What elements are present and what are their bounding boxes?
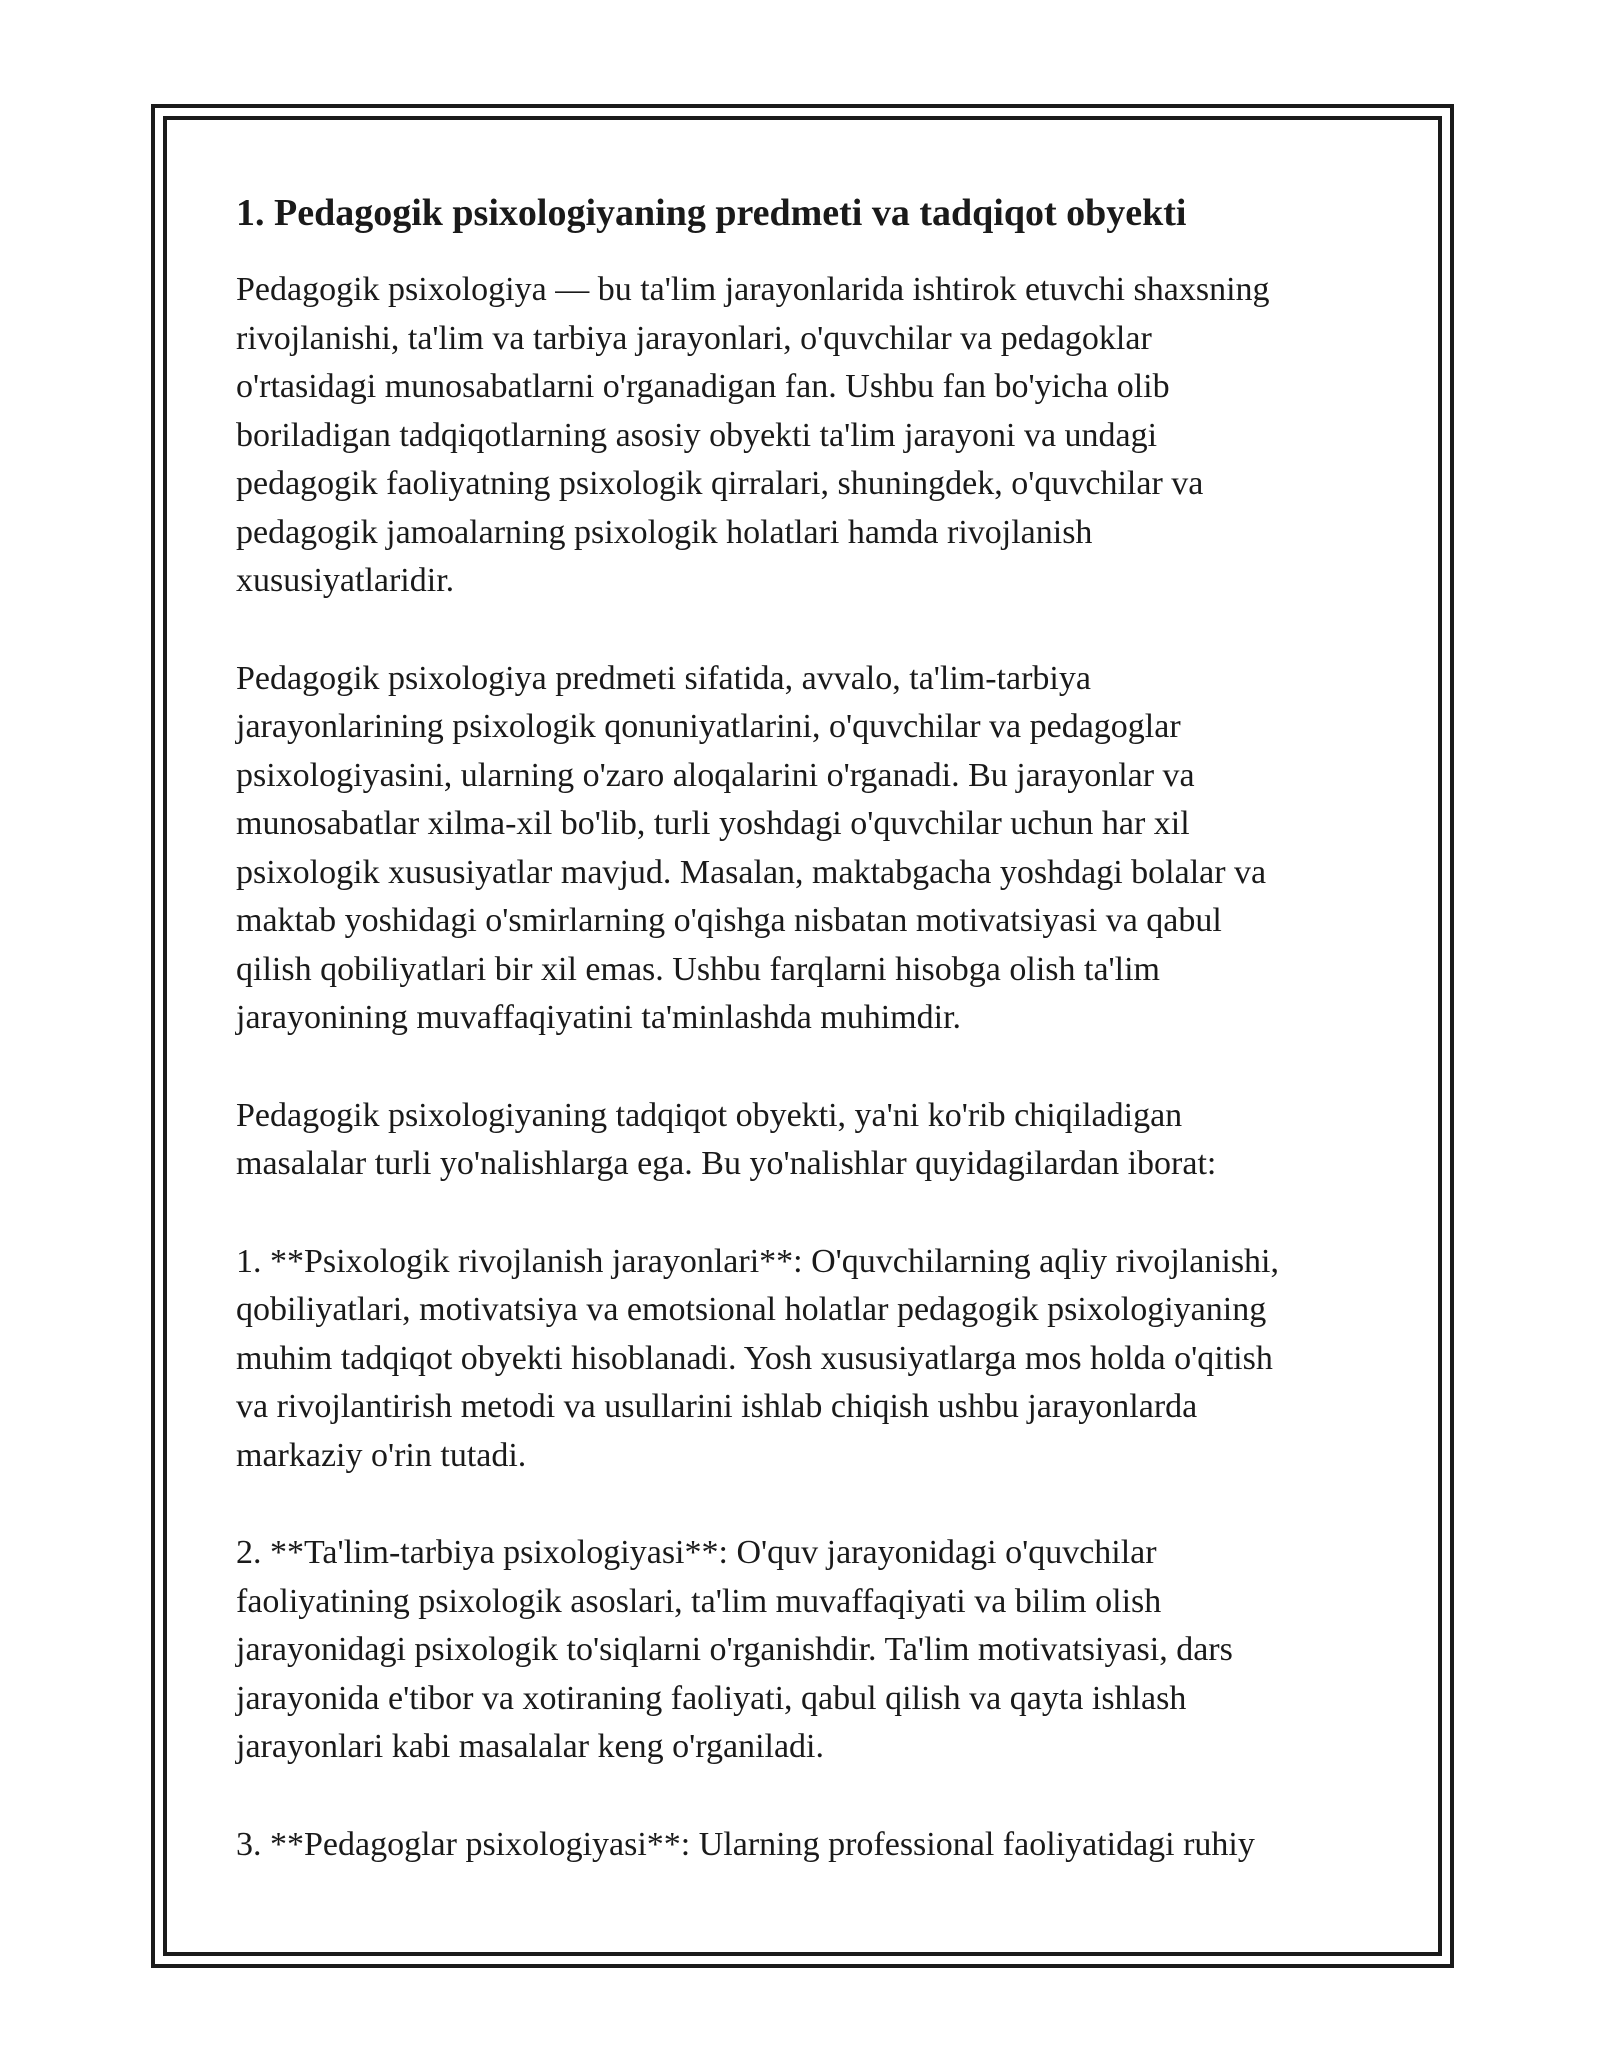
paragraph-definition: Pedagogik psixologiya — bu ta'lim jarayonlarida ishtirok etuvchi shaxsning rivojlanishi, ta'lim va tarbiya jarayonlari, o'quvchilar va pedagoklar o'rtasidagi munosabatlarni o'rganadigan fan. Ushbu fan bo'yicha olib boriladigan tadqiqotlarning asosiy obyekti ta'lim jarayoni va undagi pedagogik faoliyatning psixologik qirralari, shuningdek, o'quvchilar va pedagogik jamoalarning psixologik holatlari hamda rivojlanish xususiyatlaridir. [236,271,1270,599]
list-item-2: 2. **Ta'lim-tarbiya psixologiyasi**: O'quv jarayonidagi o'quvchilar faoliyatining psixologik asoslari, ta'lim muvaffaqiyati va bilim olish jarayonidagi psixologik to'siqlarni o'rganishdir. Ta'lim motivatsiyasi, dars jarayonida e'tibor va xotiraning faoliyati, qabul qilish va qayta ishlash jarayonlari kabi masalalar keng o'rganiladi. [236,1534,1233,1765]
list-item-1: 1. **Psixologik rivojlanish jarayonlari**: O'quvchilarning aqliy rivojlanishi, qobiliyatlari, motivatsiya va emotsional holatlar pedagogik psixologiyaning muhim tadqiqot obyekti hisoblanadi. Yosh xususiyatlarga mos holda o'qitish va rivojlantirish metodi va usullarini ishlab chiqish ushbu jarayonlarda markaziy o'rin tutadi. [236,1242,1279,1474]
document-body [236,188,1376,1918]
paragraph-research-object: Pedagogik psixologiyaning tadqiqot obyekti, ya'ni ko'rib chiqiladigan masalalar turli yo'nalishlarga ega. Bu yo'nalishlar quyidagilardan iborat: [236,1096,1217,1182]
paragraph-subject: Pedagogik psixologiya predmeti sifatida, avvalo, ta'lim-tarbiya jarayonlarining psixologik qonuniyatlarini, o'quvchilar va pedagoglar psixologiyasini, ularning o'zaro aloqalarini o'rganadi. Bu jarayonlar va munosabatlar xilma-xil bo'lib, turli yoshdagi o'quvchilar uchun har xil psixologik xususiyatlar mavjud. Masalan, maktabgacha yoshdagi bolalar va maktab yoshidagi o'smirlarning o'qishga nisbatan motivatsiyasi va qabul qilish qobiliyatlari bir xil emas. Ushbu farqlarni hisobga olish ta'lim jarayonining muvaffaqiyatini ta'minlashda muhimdir. [236,659,1267,1036]
section-heading: 1. Pedagogik psixologiyaning predmeti va tadqiqot obyekti [236,192,1187,234]
list-item-3: 3. **Pedagoglar psixologiyasi**: Ularning professional faoliyatidagi ruhiy [236,1825,1255,1863]
